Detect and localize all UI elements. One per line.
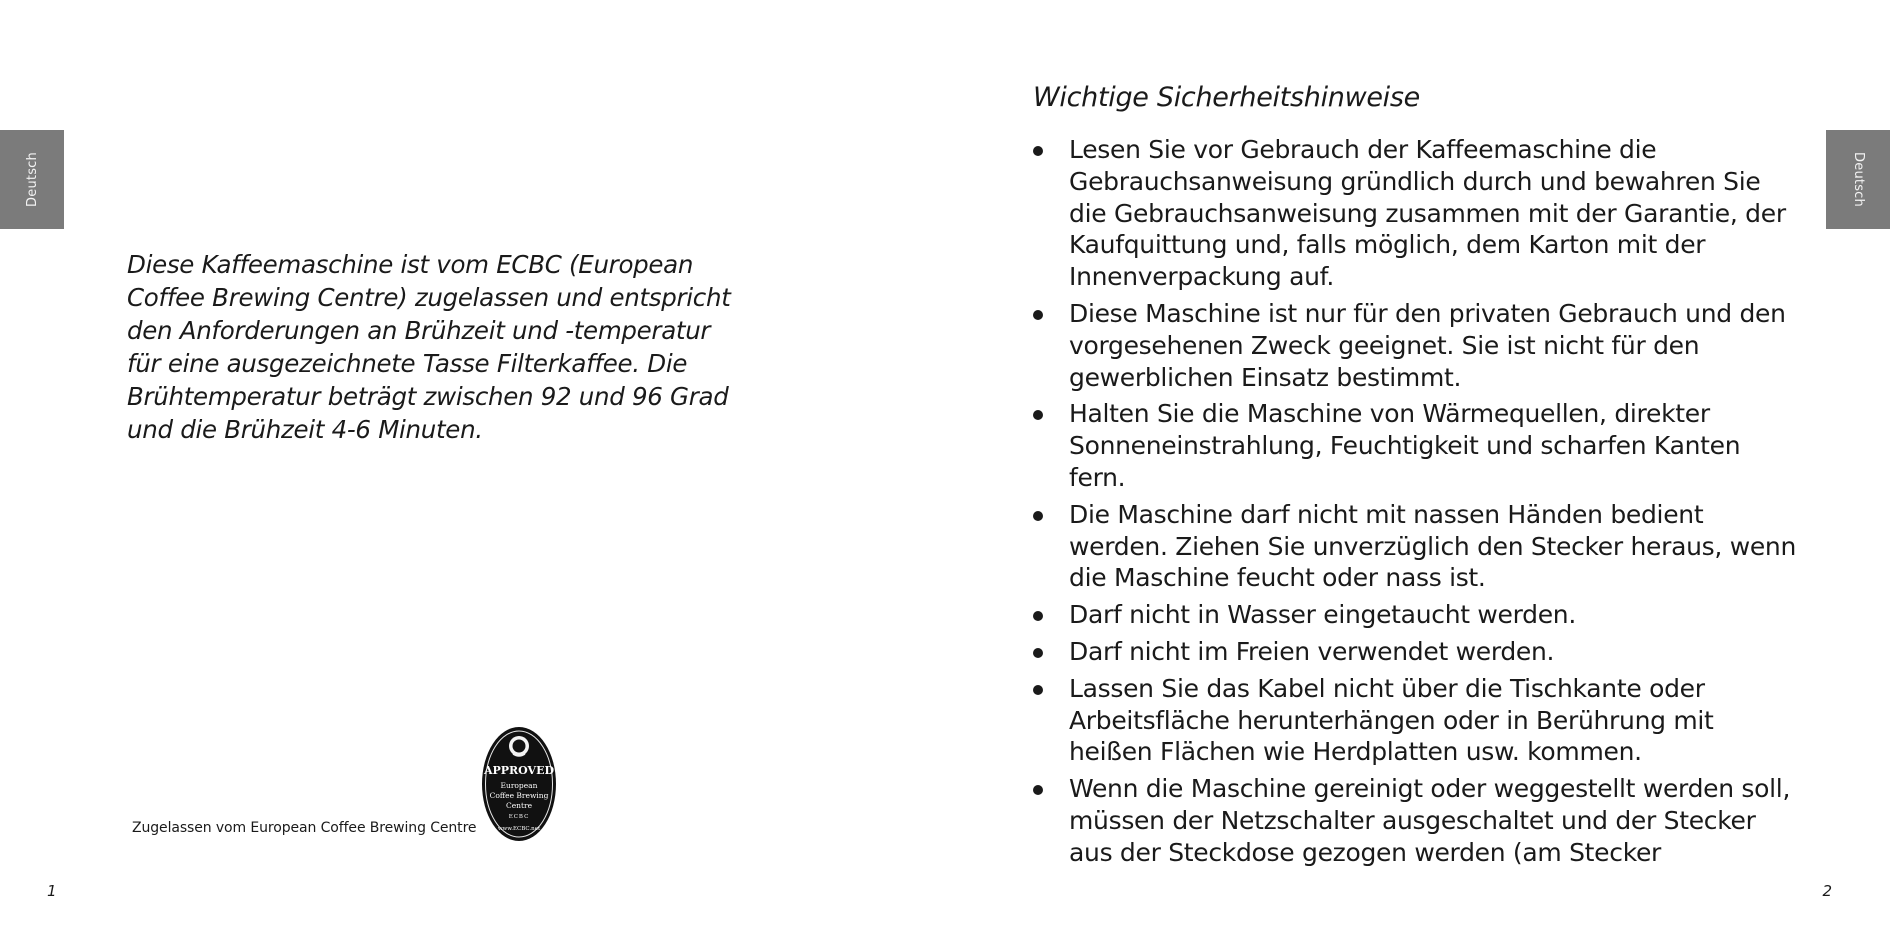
ecbc-intro-text: Diese Kaffeemaschine ist vom ECBC (European Coffee Brewing Centre) zugelassen und entspricht den Anforderungen an Brühzeit und -temperatur für eine ausgezeichnete Tasse Filterkaffee. Die Brühtemperatur beträgt zwischen 92 und 96 Grad und die Brühzeit 4-6 Minuten.	[127, 250, 731, 444]
list-item	[1033, 673, 1803, 768]
language-tab-label: Deutsch	[24, 152, 40, 207]
language-tab	[1826, 130, 1890, 229]
svg-text:www.ECBC.net: www.ECBC.net	[497, 826, 541, 832]
svg-text:APPROVED: APPROVED	[483, 764, 555, 777]
list-item-text: Die Maschine darf nicht mit nassen Händen bedient werden. Ziehen Sie unverzüglich den Stecker heraus, wenn die Maschine feucht oder nass ist.	[1069, 499, 1797, 593]
approval-caption: Zugelassen vom European Coffee Brewing Centre	[132, 820, 477, 836]
list-item	[1033, 773, 1803, 868]
list-item	[1033, 398, 1803, 493]
page-number: 1	[47, 882, 57, 900]
language-tab	[0, 130, 64, 229]
list-item	[1033, 298, 1803, 393]
list-item-text: Darf nicht in Wasser eingetaucht werden.	[1069, 600, 1576, 630]
language-tab-label: Deutsch	[1850, 152, 1866, 207]
list-item-text: Halten Sie die Maschine von Wärmequellen, direkter Sonneneinstrahlung, Feuchtigkeit und scharfen Kanten fern.	[1069, 399, 1741, 492]
list-item-text: Diese Maschine ist nur für den privaten Gebrauch und den vorgesehenen Zweck geeignet. Sie ist nicht für den gewerblichen Einsatz bestimmt.	[1069, 298, 1786, 392]
list-item-text: Lesen Sie vor Gebrauch der Kaffeemaschine die Gebrauchsanweisung gründlich durch und bewahren Sie die Gebrauchsanweisung zusammen mit der Garantie, der Kaufquittung und, falls möglich, dem Karton mit der Innenverpackung auf.	[1069, 135, 1786, 292]
bullet-icon	[1033, 785, 1043, 795]
coffee-cup-icon	[509, 736, 529, 756]
right-page	[945, 0, 1890, 945]
section-title: Wichtige Sicherheitshinweise	[1033, 82, 1420, 113]
list-item-text: Darf nicht im Freien verwendet werden.	[1069, 636, 1555, 666]
bullet-icon	[1033, 146, 1043, 156]
svg-text:European: European	[500, 781, 538, 790]
list-item	[1033, 499, 1803, 594]
ecbc-approved-seal	[480, 724, 558, 844]
bullet-icon	[1033, 685, 1043, 695]
list-item	[1033, 636, 1803, 668]
svg-text:Centre: Centre	[505, 801, 533, 810]
svg-text:ECBC: ECBC	[508, 814, 530, 820]
svg-text:Coffee Brewing: Coffee Brewing	[489, 791, 549, 800]
list-item-text: Wenn die Maschine gereinigt oder weggestellt werden soll, müssen der Netzschalter ausgeschaltet und der Stecker aus der Steckdose gezogen werden (am Stecker	[1069, 774, 1791, 867]
bullet-icon	[1033, 310, 1043, 320]
bullet-icon	[1033, 648, 1043, 658]
safety-instructions-list	[1033, 134, 1803, 874]
page-number: 2	[1822, 882, 1832, 900]
bullet-icon	[1033, 410, 1043, 420]
list-item-text: Lassen Sie das Kabel nicht über die Tischkante oder Arbeitsfläche herunterhängen oder in Berührung mit heißen Flächen wie Herdplatten usw. kommen.	[1069, 673, 1714, 767]
bullet-icon	[1033, 611, 1043, 621]
list-item	[1033, 599, 1803, 631]
list-item	[1033, 134, 1803, 293]
bullet-icon	[1033, 511, 1043, 521]
